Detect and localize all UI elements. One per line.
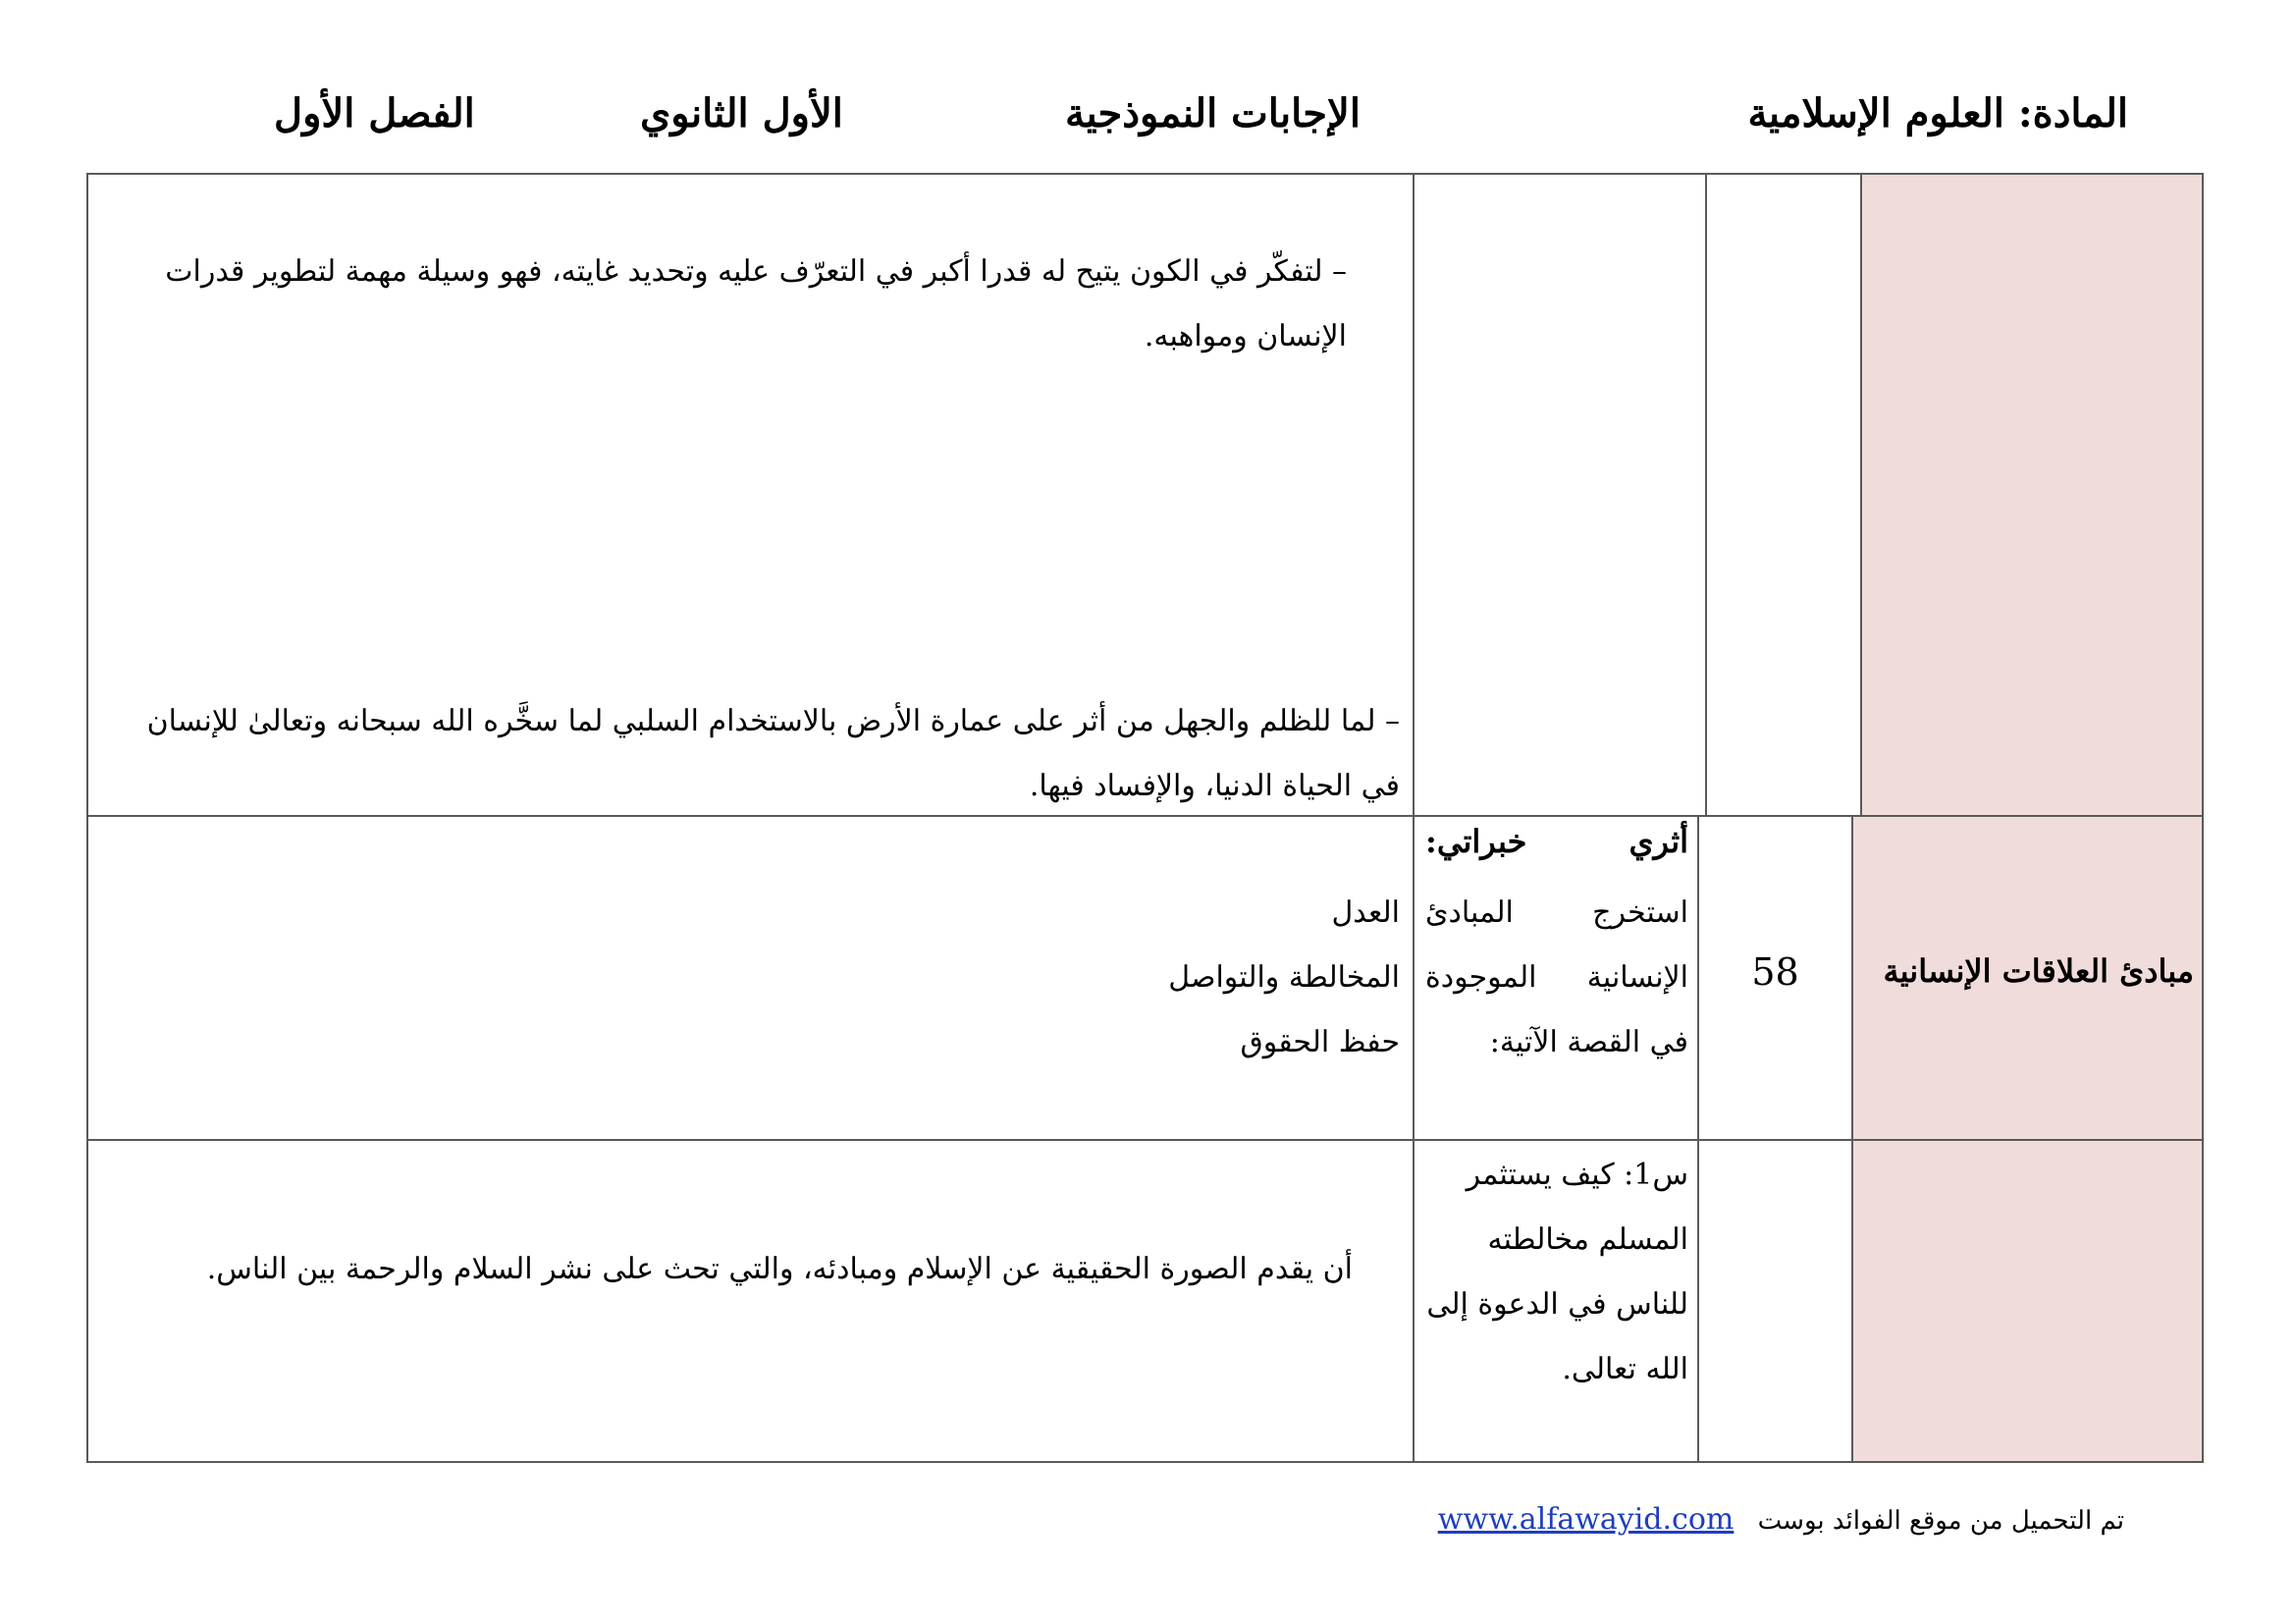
- table-border: [1697, 815, 1699, 1463]
- question-text: استخرج المبادئ الإنسانية الموجودة في القصة الآتية:: [1425, 895, 1688, 1059]
- answer-item: حفظ الحقوق: [1240, 1025, 1400, 1059]
- subject-title: المادة: العلوم الإسلامية: [1747, 90, 2128, 136]
- lesson-title: مبادئ العلاقات الإنسانية: [1883, 952, 2194, 990]
- footer-text: تم التحميل من موقع الفوائد بوست: [1757, 1506, 2124, 1536]
- table-border: [86, 173, 2204, 175]
- footer-link[interactable]: www.alfawayid.com: [1437, 1502, 1735, 1537]
- table-border: [1705, 173, 1707, 817]
- activity-title: أثري خبراتي:: [1425, 823, 1688, 860]
- table-border: [86, 1139, 2204, 1141]
- question-text: س1: كيف يستثمر المسلم مخالطته للناس في الدعوة إلى الله تعالى.: [1426, 1158, 1688, 1386]
- table-border: [86, 1461, 2204, 1463]
- page-number: 58: [1751, 950, 1799, 994]
- grade-title: الأول الثانوي: [640, 90, 843, 136]
- answer-item: العدل: [1331, 895, 1400, 930]
- answer-text: – لتفكّر في الكون يتيح له قدرا أكبر في التعرّف عليه وتحديد غايته، فهو وسيلة مهمة لتطوير قدرات الإنسان ومواهبه.: [165, 254, 1347, 353]
- term-title: الفصل الأول: [274, 90, 475, 136]
- table-border: [2202, 173, 2204, 1463]
- table-border: [1413, 173, 1415, 1463]
- lesson-cell-fill: [1862, 175, 2202, 815]
- table-border: [86, 173, 88, 1463]
- footer: [1438, 1502, 2124, 1537]
- answers-title: الإجابات النموذجية: [1065, 90, 1361, 136]
- table-border: [1851, 815, 1853, 1463]
- table-border: [1860, 173, 1862, 817]
- answer-text: أن يقدم الصورة الحقيقية عن الإسلام ومبادئه، والتي تحث على نشر السلام والرحمة بين الناس.: [206, 1252, 1353, 1286]
- answer-text: – لما للظلم والجهل من أثر على عمارة الأرض بالاستخدام السلبي لما سخَّره الله سبحانه وتعالىٰ للإنسان في الحياة الدنيا، والإفساد فيها.: [146, 704, 1400, 803]
- answer-item: المخالطة والتواصل: [1168, 960, 1400, 995]
- lesson-cell-fill: [1853, 1141, 2202, 1461]
